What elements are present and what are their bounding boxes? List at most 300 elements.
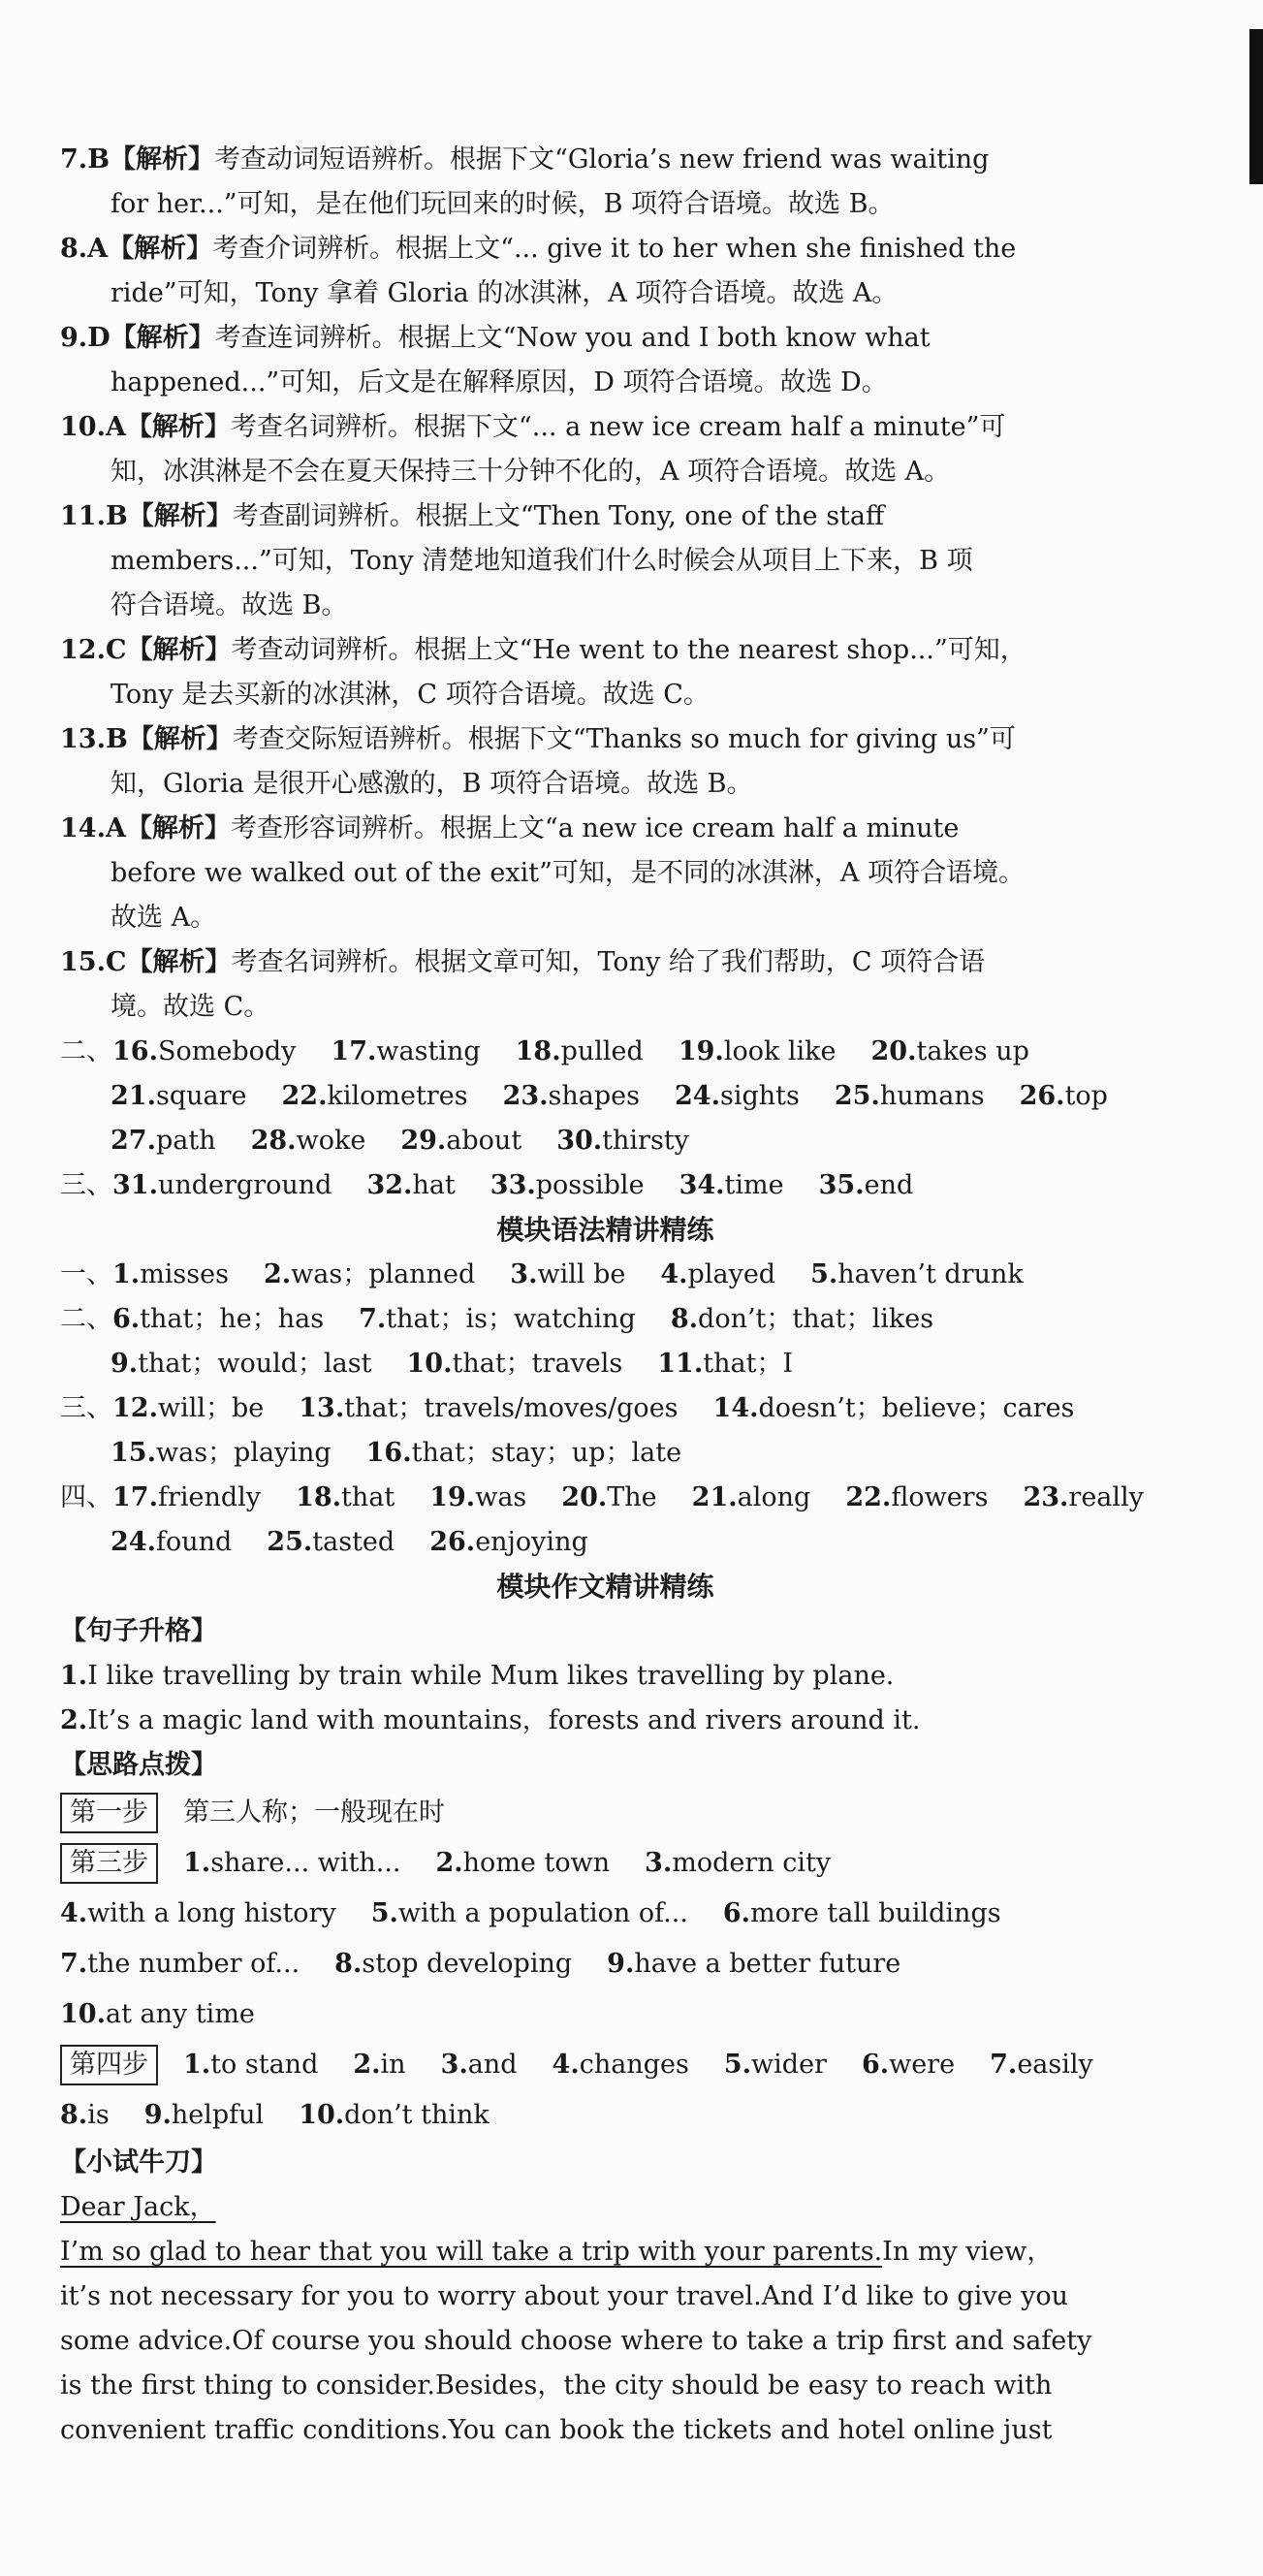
answer-item xyxy=(607,1939,900,1989)
explanation-text: 考查动词辨析。根据上文“He went to the nearest shop...”可知， xyxy=(231,635,1026,665)
answer-word: about xyxy=(446,1126,522,1156)
answer-item xyxy=(60,1889,336,1939)
answer-word: played xyxy=(687,1259,776,1289)
answer-item xyxy=(353,2040,405,2090)
answer-item xyxy=(366,1163,455,1208)
answer-word: shapes xyxy=(548,1081,640,1111)
answer-item xyxy=(112,1030,296,1074)
answer-row xyxy=(60,1074,1151,1119)
answer-number: 10. xyxy=(60,1999,106,2029)
analysis-tag: 【解析】 xyxy=(126,635,232,665)
answer-item xyxy=(331,1030,480,1074)
analysis-tag: 【解析】 xyxy=(125,813,231,843)
answer-option: B xyxy=(87,144,111,175)
sentence-number: 1. xyxy=(60,1661,88,1691)
step-label: 第四步 xyxy=(60,2045,158,2085)
answer-item xyxy=(359,1297,636,1342)
explanation-line xyxy=(60,717,1151,762)
answer-word: that；I xyxy=(703,1349,794,1379)
answer-item xyxy=(299,1386,678,1431)
answer-option: A xyxy=(105,412,126,442)
essay-lines xyxy=(60,2274,1151,2453)
answer-item xyxy=(723,1889,1001,1939)
answer-item xyxy=(400,1119,521,1163)
answer-row xyxy=(60,1297,1151,1342)
answer-word: that；travels xyxy=(452,1349,623,1379)
answer-item xyxy=(60,1989,255,2040)
answer-word: doesn’t；believe；cares xyxy=(758,1393,1075,1423)
answer-number: 9. xyxy=(607,1949,635,1979)
answer-number: 23. xyxy=(502,1081,549,1111)
answer-item xyxy=(441,2040,518,2090)
answer-item xyxy=(111,1119,216,1163)
section-prefix: 一、 xyxy=(60,1259,112,1289)
step-3 xyxy=(60,1838,1151,2040)
step-label: 第三步 xyxy=(60,1843,158,1884)
answer-item xyxy=(264,1253,475,1297)
sentence-number: 2. xyxy=(60,1705,88,1735)
answer-number: 8. xyxy=(334,1949,363,1979)
answer-row xyxy=(60,1431,1151,1476)
answer-word: wider xyxy=(751,2050,827,2080)
question-number: 9. xyxy=(60,323,88,353)
section-prefix: 三、 xyxy=(60,1393,112,1423)
answer-word: tasted xyxy=(312,1527,395,1557)
answer-option: C xyxy=(105,947,127,977)
question-number: 12. xyxy=(60,635,106,665)
analysis-tag: 【解析】 xyxy=(110,144,215,175)
question-number: 15. xyxy=(60,947,106,977)
answer-item xyxy=(112,1476,261,1520)
explanation-text: ride”可知，Tony 拿着 Gloria 的冰淇淋，A 项符合语境。故选 A。 xyxy=(111,278,899,308)
answer-word: was；planned xyxy=(291,1259,476,1289)
analysis-tag: 【解析】 xyxy=(127,724,233,754)
step-row xyxy=(60,2040,1151,2090)
answer-word: humans xyxy=(879,1081,985,1111)
answer-item xyxy=(553,2040,689,2090)
answer-word: enjoying xyxy=(475,1527,588,1557)
explanation-line xyxy=(60,851,1151,896)
answer-number: 25. xyxy=(267,1527,313,1557)
upgraded-sentence xyxy=(60,1654,1151,1699)
explanation-line xyxy=(60,494,1151,539)
explanation-text: 知，冰淇淋是不会在夏天保持三十分钟不化的，A 项符合语境。故选 A。 xyxy=(111,457,951,487)
answer-word: underground xyxy=(157,1170,332,1200)
answer-number: 7. xyxy=(359,1304,387,1334)
answer-item xyxy=(334,1939,572,1989)
answer-item xyxy=(407,1342,623,1386)
explanation-line xyxy=(60,450,1151,494)
question-number: 8. xyxy=(60,234,88,264)
answer-number: 26. xyxy=(1019,1081,1065,1111)
answer-word: top xyxy=(1064,1081,1108,1111)
vocab-part-2 xyxy=(60,1030,1151,1163)
ideas-heading: 【思路点拨】 xyxy=(60,1750,217,1780)
step-1-label: 第一步 xyxy=(60,1793,158,1833)
answer-item xyxy=(692,1476,811,1520)
answer-number: 7. xyxy=(990,2050,1018,2080)
answer-number: 11. xyxy=(657,1349,704,1379)
answer-word: stop developing xyxy=(362,1949,573,1979)
answer-item xyxy=(835,1074,985,1119)
sentence-text: It’s a magic land with mountains，forests and rivers around it. xyxy=(87,1705,921,1735)
step-row xyxy=(60,2090,1151,2141)
analysis-tag: 【解析】 xyxy=(125,412,231,442)
explanation-text: 考查介词辨析。根据上文“... give it to her when she finished the xyxy=(212,234,1017,264)
explanation-line xyxy=(60,807,1151,851)
explanation-text: 考查名词辨析。根据文章可知，Tony 给了我们帮助，C 项符合语 xyxy=(231,947,986,977)
answer-row xyxy=(60,1253,1151,1297)
essay-first-underlined: I’m so glad to hear that you will take a trip with your parents. xyxy=(60,2237,883,2267)
answer-number: 31. xyxy=(112,1170,158,1200)
answer-word: with a population of... xyxy=(397,1898,688,1928)
answer-number: 20. xyxy=(561,1482,608,1512)
page-edge-bar xyxy=(1249,29,1263,184)
explanation-line xyxy=(60,361,1151,405)
answer-number: 4. xyxy=(60,1898,88,1928)
explanation-text: Tony 是去买新的冰淇淋，C 项符合语境。故选 C。 xyxy=(111,680,710,710)
answer-number: 19. xyxy=(678,1036,724,1066)
answer-number: 5. xyxy=(810,1259,838,1289)
answer-item xyxy=(112,1253,229,1297)
answer-item xyxy=(679,1163,784,1208)
answer-item xyxy=(371,1889,688,1939)
answer-number: 9. xyxy=(111,1349,139,1379)
answer-row xyxy=(60,1119,1151,1163)
answer-number: 17. xyxy=(112,1482,158,1512)
answer-option: C xyxy=(105,635,127,665)
explanation-text: for her...”可知，是在他们玩回来的时候，B 项符合语境。故选 B。 xyxy=(111,189,895,219)
answer-number: 3. xyxy=(440,2050,468,2080)
answer-word: that；travels/moves/goes xyxy=(344,1393,679,1423)
answer-number: 34. xyxy=(679,1170,725,1200)
answer-number: 1. xyxy=(183,1848,211,1878)
step-row xyxy=(60,1989,1151,2040)
answer-number: 6. xyxy=(112,1304,141,1334)
answer-number: 10. xyxy=(406,1349,453,1379)
answer-word: were xyxy=(889,2050,956,2080)
answer-number: 6. xyxy=(861,2050,890,2080)
explanation-line xyxy=(60,762,1151,807)
answer-number: 9. xyxy=(143,2100,172,2130)
answer-number: 3. xyxy=(510,1259,538,1289)
explanation-text: happened...”可知，后文是在解释原因，D 项符合语境。故选 D。 xyxy=(111,367,888,398)
answer-item xyxy=(429,1476,526,1520)
answer-number: 5. xyxy=(370,1898,398,1928)
answer-word: home town xyxy=(462,1848,611,1878)
answer-word: The xyxy=(607,1482,657,1512)
question-number: 11. xyxy=(60,501,106,531)
answer-item xyxy=(267,1520,395,1565)
explanation-line xyxy=(60,985,1151,1030)
answer-number: 3. xyxy=(645,1848,673,1878)
answer-item xyxy=(990,2040,1093,2090)
answer-word: misses xyxy=(140,1259,229,1289)
explanation-text: 考查动词短语辨析。根据下文“Gloria’s new friend was waiting xyxy=(214,144,990,175)
answer-number: 27. xyxy=(111,1126,156,1156)
answer-word: modern city xyxy=(672,1848,832,1878)
answer-word: haven’t drunk xyxy=(837,1259,1024,1289)
answer-number: 7. xyxy=(60,1949,88,1979)
explanation-text: members...”可知，Tony 清楚地知道我们什么时候会从项目上下来，B 项 xyxy=(111,546,973,576)
answer-number: 17. xyxy=(331,1036,377,1066)
answer-item xyxy=(657,1342,793,1386)
analysis-tag: 【解析】 xyxy=(108,234,213,264)
answer-item xyxy=(183,1838,400,1889)
grammar-subsection xyxy=(60,1297,1151,1386)
answer-item xyxy=(503,1074,640,1119)
answer-item xyxy=(556,1119,689,1163)
answer-word: was xyxy=(475,1482,527,1512)
answer-word: and xyxy=(467,2050,518,2080)
section-prefix: 四、 xyxy=(60,1482,112,1512)
answer-item xyxy=(282,1074,468,1119)
answer-number: 14. xyxy=(712,1393,759,1423)
essay xyxy=(60,2185,1151,2453)
explanation-line xyxy=(60,271,1151,316)
explanation-line xyxy=(60,182,1151,227)
answer-word: look like xyxy=(723,1036,837,1066)
answer-number: 12. xyxy=(112,1393,158,1423)
step-row xyxy=(60,1939,1151,1989)
explanation-line xyxy=(60,539,1151,584)
answer-word: flowers xyxy=(891,1482,989,1512)
sentence-upgrade-list xyxy=(60,1654,1151,1743)
answer-word: Somebody xyxy=(157,1036,297,1066)
answer-number: 4. xyxy=(552,2050,580,2080)
step-1 xyxy=(60,1788,1151,1838)
answer-number: 21. xyxy=(111,1081,156,1111)
answer-item xyxy=(845,1476,988,1520)
answer-item xyxy=(60,2090,110,2141)
answer-item xyxy=(724,2040,827,2090)
explanation-text: 境。故选 C。 xyxy=(111,992,270,1022)
step-4 xyxy=(60,2040,1151,2141)
essay-first-line xyxy=(60,2230,1151,2274)
explanation-line xyxy=(60,405,1151,450)
answer-number: 19. xyxy=(429,1482,476,1512)
answer-row xyxy=(60,1342,1151,1386)
explanation-line xyxy=(60,940,1151,985)
answer-word: found xyxy=(155,1527,233,1557)
answer-number: 1. xyxy=(112,1259,141,1289)
answer-number: 35. xyxy=(818,1170,865,1200)
answer-item xyxy=(112,1163,332,1208)
answer-word: the number of... xyxy=(87,1949,300,1979)
answer-item xyxy=(111,1074,247,1119)
answer-number: 5. xyxy=(723,2050,752,2080)
answer-word: friendly xyxy=(157,1482,262,1512)
answer-item xyxy=(429,1520,588,1565)
answer-word: at any time xyxy=(105,1999,255,2029)
explanation-text: 考查交际短语辨析。根据下文“Thanks so much for giving us”可 xyxy=(232,724,1016,754)
analysis-tag: 【解析】 xyxy=(127,501,233,531)
answer-word: will；be xyxy=(157,1393,265,1423)
answer-number: 13. xyxy=(299,1393,345,1423)
answer-word: that；he；has xyxy=(140,1304,325,1334)
answer-number: 16. xyxy=(365,1438,412,1468)
answer-word: pulled xyxy=(560,1036,644,1066)
answer-item xyxy=(111,1520,232,1565)
answer-word: share... with... xyxy=(210,1848,401,1878)
answer-word: takes up xyxy=(916,1036,1029,1066)
essay-line: some advice.Of course you should choose where to take a trip first and safety xyxy=(60,2326,1092,2356)
answer-item xyxy=(660,1253,775,1297)
answer-word: don’t think xyxy=(344,2100,489,2130)
answer-number: 29. xyxy=(400,1126,447,1156)
vocab-part-3 xyxy=(60,1163,1151,1208)
step-1-text: 第三人称；一般现在时 xyxy=(183,1797,445,1828)
answer-item xyxy=(112,1386,264,1431)
answer-word: will be xyxy=(537,1259,626,1289)
answer-number: 15. xyxy=(111,1438,156,1468)
answer-number: 28. xyxy=(250,1126,297,1156)
explanation-line xyxy=(60,316,1151,361)
answer-word: path xyxy=(155,1126,216,1156)
answer-item xyxy=(111,1431,332,1476)
answer-word: was；playing xyxy=(155,1438,332,1468)
essay-greeting: Dear Jack， xyxy=(60,2192,216,2222)
grammar-subsection xyxy=(60,1253,1151,1297)
answer-option: A xyxy=(105,813,126,843)
answer-item xyxy=(713,1386,1075,1431)
answer-item xyxy=(871,1030,1029,1074)
section-prefix: 二、 xyxy=(60,1304,112,1334)
essay-line: convenient traffic conditions.You can book the tickets and hotel online just xyxy=(60,2415,1053,2445)
answer-number: 21. xyxy=(691,1482,738,1512)
answer-word: to stand xyxy=(210,2050,319,2080)
explanation-text: 考查副词辨析。根据上文“Then Tony, one of the staff xyxy=(232,501,885,531)
explanation-line xyxy=(60,138,1151,182)
answer-number: 23. xyxy=(1023,1482,1069,1512)
answer-word: thirsty xyxy=(602,1126,689,1156)
explanation-line xyxy=(60,896,1151,940)
explanation-text: 知，Gloria 是很开心感激的，B 项符合语境。故选 B。 xyxy=(111,769,753,799)
essay-first-rest: In my view， xyxy=(882,2237,1054,2267)
grammar-section xyxy=(60,1253,1151,1565)
answer-item xyxy=(561,1476,656,1520)
answer-number: 33. xyxy=(489,1170,536,1200)
answer-word: along xyxy=(737,1482,811,1512)
writing-title: 模块作文精讲精练 xyxy=(496,1571,714,1603)
answer-word: changes xyxy=(579,2050,689,2080)
answer-word: have a better future xyxy=(634,1949,901,1979)
grammar-subsection xyxy=(60,1386,1151,1476)
question-number: 7. xyxy=(60,144,88,175)
section-prefix: 二、 xyxy=(60,1036,112,1066)
answer-word: time xyxy=(724,1170,784,1200)
answer-item xyxy=(296,1476,395,1520)
grammar-subsection xyxy=(60,1476,1151,1565)
answer-item xyxy=(819,1163,914,1208)
answer-word: more tall buildings xyxy=(750,1898,1001,1928)
answer-word: that；would；last xyxy=(138,1349,372,1379)
explanation-text: 考查名词辨析。根据下文“... a new ice cream half a minute”可 xyxy=(230,412,1006,442)
answer-number: 10. xyxy=(299,2100,345,2130)
answer-item xyxy=(111,1342,372,1386)
answer-item xyxy=(366,1431,681,1476)
answer-row xyxy=(60,1520,1151,1565)
answer-number: 18. xyxy=(296,1482,342,1512)
answer-number: 8. xyxy=(60,2100,88,2130)
answer-number: 2. xyxy=(353,2050,381,2080)
answer-item xyxy=(60,1939,300,1989)
answer-number: 16. xyxy=(112,1036,158,1066)
analysis-tag: 【解析】 xyxy=(126,947,232,977)
grammar-title: 模块语法精讲精练 xyxy=(496,1214,714,1246)
answer-word: possible xyxy=(535,1170,645,1200)
answer-word: square xyxy=(155,1081,247,1111)
answer-word: is xyxy=(87,2100,110,2130)
essay-line: it’s not necessary for you to worry about your travel.And I’d like to give you xyxy=(60,2281,1069,2311)
trial-heading: 【小试牛刀】 xyxy=(60,2147,217,2178)
answer-word: kilometres xyxy=(327,1081,468,1111)
answer-item xyxy=(183,2040,318,2090)
answer-option: A xyxy=(87,234,109,264)
analysis-tag: 【解析】 xyxy=(110,323,215,353)
answer-number: 25. xyxy=(834,1081,880,1111)
answer-option: D xyxy=(87,323,111,353)
explanation-text: 故选 A。 xyxy=(111,903,217,933)
explanation-line xyxy=(60,584,1151,628)
answer-number: 24. xyxy=(111,1527,156,1557)
answer-item xyxy=(490,1163,645,1208)
answer-number: 32. xyxy=(366,1170,413,1200)
question-number: 10. xyxy=(60,412,106,442)
answer-item xyxy=(810,1253,1024,1297)
answer-row xyxy=(60,1386,1151,1431)
answer-row xyxy=(60,1163,1151,1208)
explanations-section xyxy=(60,138,1151,1030)
answer-number: 18. xyxy=(515,1036,561,1066)
answer-number: 4. xyxy=(660,1259,688,1289)
question-number: 14. xyxy=(60,813,106,843)
answer-word: sights xyxy=(719,1081,800,1111)
answer-item xyxy=(679,1030,837,1074)
answer-item xyxy=(251,1119,366,1163)
answer-item xyxy=(112,1297,324,1342)
answer-word: easily xyxy=(1017,2050,1093,2080)
step-row xyxy=(60,1838,1151,1889)
answer-word: woke xyxy=(296,1126,366,1156)
answer-row xyxy=(60,1476,1151,1520)
step-row xyxy=(60,1889,1151,1939)
answer-option: B xyxy=(105,501,128,531)
sentence-text: I like travelling by train while Mum likes travelling by plane. xyxy=(87,1661,895,1691)
answer-number: 26. xyxy=(429,1527,476,1557)
answer-number: 22. xyxy=(281,1081,328,1111)
answer-word: with a long history xyxy=(87,1898,336,1928)
answer-word: wasting xyxy=(376,1036,481,1066)
answer-number: 30. xyxy=(556,1126,603,1156)
answer-word: that；stay；up；late xyxy=(411,1438,682,1468)
answer-page xyxy=(60,138,1151,2453)
answer-item xyxy=(671,1297,933,1342)
answer-item xyxy=(510,1253,625,1297)
answer-item xyxy=(299,2090,489,2141)
answer-number: 2. xyxy=(263,1259,292,1289)
section-prefix: 三、 xyxy=(60,1170,112,1200)
answer-word: that xyxy=(341,1482,395,1512)
answer-word: that；is；watching xyxy=(386,1304,636,1334)
explanation-text: 符合语境。故选 B。 xyxy=(111,590,348,620)
explanation-text: 考查形容词辨析。根据上文“a new ice cream half a minute xyxy=(230,813,960,843)
answer-word: hat xyxy=(412,1170,456,1200)
answer-word: really xyxy=(1068,1482,1144,1512)
answer-word: don’t；that；likes xyxy=(698,1304,934,1334)
sentence-upgrade-heading: 【句子升格】 xyxy=(60,1616,217,1646)
essay-line: is the first thing to consider.Besides，the city should be easy to reach with xyxy=(60,2370,1053,2401)
